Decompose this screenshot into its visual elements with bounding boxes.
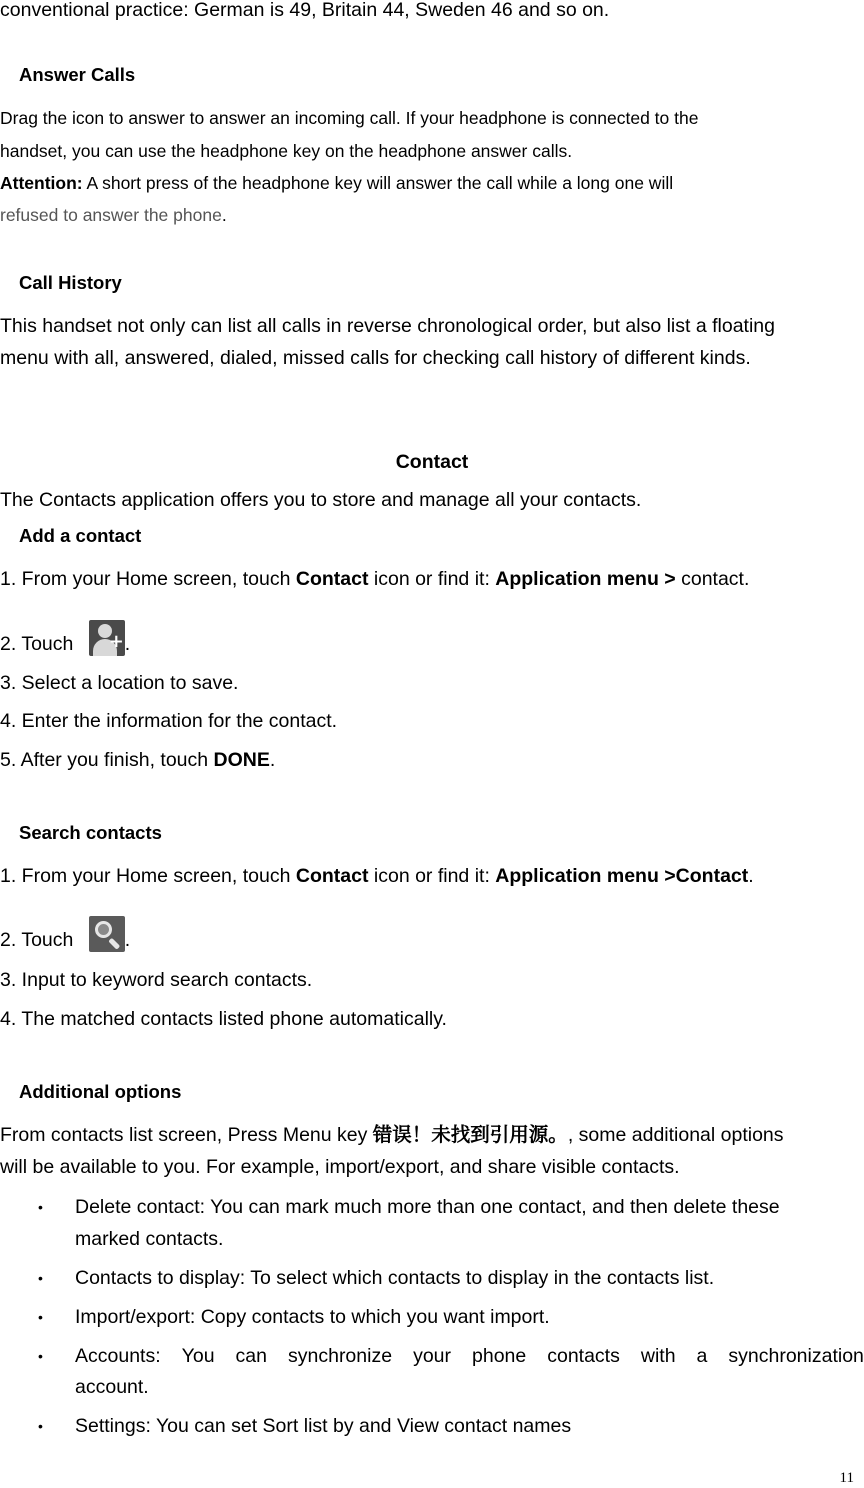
page-number: 11 <box>839 1470 854 1486</box>
add-contact-step-3: 3. Select a location to save. <box>0 672 239 694</box>
step-text: 2. Touch <box>0 633 79 655</box>
bullet-5-glyph: • <box>38 1418 43 1434</box>
answer-calls-attention <box>0 173 673 194</box>
bullet-1-line2: marked contacts. <box>75 1228 224 1250</box>
step-text: icon or find it: <box>368 865 496 887</box>
bullet-3-glyph: • <box>38 1309 43 1325</box>
additional-options-line1 <box>0 1119 784 1151</box>
word: You <box>181 1345 215 1367</box>
step-text: 1. From your Home screen, touch <box>0 568 296 590</box>
reference-error-text: 错误！未找到引用源。 <box>372 1123 568 1146</box>
step-text: . <box>748 865 754 887</box>
attention-text: A short press of the headphone key will answer the call while a long one will <box>82 173 674 193</box>
answer-calls-line1: Drag the icon to answer to answer an incoming call. If your headphone is connected to the <box>0 108 699 128</box>
word: with <box>640 1345 676 1367</box>
add-contact-icon: + <box>89 620 125 656</box>
word: synchronization <box>728 1345 864 1367</box>
search-icon <box>89 916 125 952</box>
search-contacts-step-2 <box>0 916 130 956</box>
step-bold: DONE <box>213 749 270 771</box>
search-contacts-step-1 <box>0 860 754 892</box>
word: your <box>413 1345 451 1367</box>
bullet-4-line2: account. <box>75 1376 149 1398</box>
bullet-4-line1 <box>75 1340 864 1372</box>
step-text: 5. After you finish, touch <box>0 749 214 771</box>
step-text: . <box>269 749 276 771</box>
call-history-line2: menu with all, answered, dialed, missed calls for checking call history of different kinds. <box>0 347 751 369</box>
step-bold: Contact <box>295 865 369 887</box>
step-bold: Application menu >Contact <box>495 865 749 887</box>
word: synchronize <box>288 1345 393 1367</box>
word: a <box>696 1345 708 1367</box>
add-contact-step-2 <box>0 620 130 660</box>
search-contacts-heading: Search contacts <box>19 822 162 843</box>
word: Accounts: <box>75 1345 161 1367</box>
call-history-heading: Call History <box>19 272 122 293</box>
word: contacts <box>547 1345 620 1367</box>
attention-label: Attention: <box>0 173 83 193</box>
step-text: 2. Touch <box>0 929 79 951</box>
word: phone <box>472 1345 527 1367</box>
step-text: . <box>124 929 131 951</box>
answer-calls-line2: handset, you can use the headphone key on the headphone answer calls. <box>0 141 573 161</box>
intro-line: conventional practice: German is 49, Britain 44, Sweden 46 and so on. <box>0 0 610 21</box>
add-contact-heading: Add a contact <box>19 525 142 546</box>
bullet-3-line: Import/export: Copy contacts to which you want import. <box>75 1306 550 1328</box>
step-text: . <box>124 633 131 655</box>
contact-title: Contact <box>395 451 469 473</box>
search-contacts-step-3: 3. Input to keyword search contacts. <box>0 969 313 991</box>
answer-calls-line4-text: refused to answer the phone <box>0 205 222 225</box>
add-contact-step-4: 4. Enter the information for the contact. <box>0 710 338 732</box>
step-text: 1. From your Home screen, touch <box>0 865 296 887</box>
bullet-4-glyph: • <box>38 1348 43 1364</box>
bullet-1-line1: Delete contact: You can mark much more than one contact, and then delete these <box>75 1196 780 1218</box>
bullet-2-glyph: • <box>38 1270 43 1286</box>
search-contacts-step-4: 4. The matched contacts listed phone automatically. <box>0 1008 447 1030</box>
additional-options-heading: Additional options <box>19 1081 182 1102</box>
step-text: contact. <box>675 568 750 590</box>
additional-options-line2: will be available to you. For example, import/export, and share visible contacts. <box>0 1156 680 1178</box>
add-contact-step-1 <box>0 563 749 595</box>
bullet-2-line: Contacts to display: To select which contacts to display in the contacts list. <box>75 1267 715 1289</box>
line-text: , some additional options <box>567 1124 784 1146</box>
bullet-5-line: Settings: You can set Sort list by and View contact names <box>75 1415 572 1437</box>
step-text: icon or find it: <box>368 568 496 590</box>
answer-calls-line4 <box>0 205 227 226</box>
step-bold: Application menu > <box>495 568 676 590</box>
word: can <box>235 1345 267 1367</box>
answer-calls-heading: Answer Calls <box>19 64 136 85</box>
bullet-1-glyph: • <box>38 1199 43 1215</box>
step-bold: Contact <box>295 568 369 590</box>
add-contact-step-5 <box>0 744 275 776</box>
contact-intro: The Contacts application offers you to store and manage all your contacts. <box>0 489 642 511</box>
call-history-line1: This handset not only can list all calls in reverse chronological order, but also list a floating <box>0 315 775 337</box>
answer-calls-line4-end: . <box>221 205 227 225</box>
line-text: From contacts list screen, Press Menu key <box>0 1124 373 1146</box>
